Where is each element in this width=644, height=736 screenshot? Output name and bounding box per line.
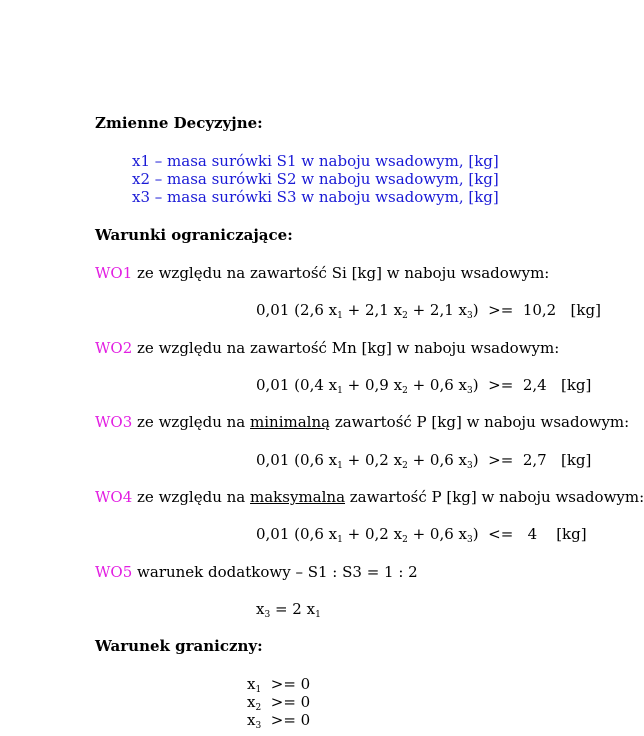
- wo2-rel: >=: [488, 376, 514, 394]
- wo3-coef: 0,01: [256, 451, 290, 469]
- wo3-text-pre: ze względu na: [132, 413, 251, 431]
- wo3-unit: [kg]: [560, 451, 592, 469]
- wo1-unit: [kg]: [570, 301, 601, 319]
- wo4-rel: <=: [488, 525, 514, 543]
- wo2-a3: 0,6: [429, 376, 454, 394]
- constraint-wo1-equation: 0,01 (2,6 $x_1 + 2,1$ $x_2 + 2,1$ $x_3) >= 10,2$ [kg]: [256, 301, 601, 321]
- constraint-wo2-id: WO2: [95, 339, 133, 357]
- wo1-a1: 2,6: [300, 301, 324, 319]
- wo4-text-pre: ze względu na: [132, 488, 251, 506]
- wo4-a2: 0,2: [364, 525, 389, 543]
- wo4-rhs: 4: [527, 525, 538, 543]
- wo3-text-underlined: minimalną: [250, 413, 331, 431]
- wo5-rhs-sub: 1: [315, 610, 321, 620]
- bound-var: x: [247, 711, 256, 729]
- wo3-a3: 0,6: [429, 451, 454, 469]
- wo1-a2: 2,1: [364, 301, 389, 319]
- decision-var-x2: x2 – masa surówki S2 w naboju wsadowym, [kg]: [132, 170, 499, 188]
- bound-var: x: [247, 693, 256, 711]
- constraint-wo3-equation: 0,01 (0,6 $x_1 + 0,2$ $x_2 + 0,6$ $x_3) >= 2,7$ [kg]: [256, 451, 592, 471]
- constraint-wo2-equation: 0,01 (0,4 $x_1 + 0,9$ $x_2 + 0,6$ $x_3) >= 2,4$ [kg]: [256, 376, 592, 396]
- wo3-a1: 0,6: [300, 451, 324, 469]
- constraint-wo5-id: WO5: [95, 563, 133, 581]
- wo2-rhs: 2,4: [522, 376, 547, 394]
- wo3-text-post: zawartość P [kg] w naboju wsadowym:: [330, 413, 630, 431]
- constraint-wo5-equation: [256, 600, 321, 618]
- constraint-wo2-description: [95, 339, 559, 357]
- constraints-heading: Warunki ograniczające:: [95, 226, 293, 244]
- constraint-wo5-description: [95, 563, 418, 581]
- wo2-unit: [kg]: [560, 376, 592, 394]
- wo4-a1: 0,6: [300, 525, 324, 543]
- wo3-rel: >=: [488, 451, 514, 469]
- constraint-wo1-id: WO1: [95, 264, 133, 282]
- decision-var-x3: x3 – masa surówki S3 w naboju wsadowym, [kg]: [132, 188, 499, 206]
- bound-row-x2: [247, 693, 310, 711]
- wo1-coef: 0,01: [256, 301, 290, 319]
- wo4-coef: 0,01: [256, 525, 290, 543]
- wo5-rhs-var: x: [306, 600, 316, 618]
- bounds-heading: Warunek graniczny:: [95, 637, 263, 655]
- constraint-wo2-text: ze względu na zawartość Mn [kg] w naboju wsadowym:: [132, 339, 560, 357]
- constraint-wo4-equation: 0,01 (0,6 $x_1 + 0,2$ $x_2 + 0,6$ $x_3$) <= 4 [kg]: [256, 525, 587, 545]
- bound-rel: >= 0: [270, 675, 311, 693]
- wo1-a3: 2,1: [429, 301, 454, 319]
- wo5-lhs-var: x: [256, 600, 265, 618]
- constraint-wo4-description: [95, 488, 644, 506]
- bound-row-x3: [247, 711, 310, 729]
- wo4-unit: [kg]: [556, 525, 587, 543]
- constraint-wo3-id: WO3: [95, 413, 133, 431]
- bound-var: x: [247, 675, 256, 693]
- bound-rel: >= 0: [270, 693, 311, 711]
- wo2-a1: 0,4: [300, 376, 324, 394]
- wo4-text-underlined: maksymalna: [250, 488, 346, 506]
- wo1-rel: >=: [488, 301, 514, 319]
- constraint-wo3-description: [95, 413, 629, 431]
- constraint-wo4-id: WO4: [95, 488, 133, 506]
- bound-rel: >= 0: [270, 711, 311, 729]
- bound-row-x1: [247, 675, 310, 693]
- wo2-a2: 0,9: [364, 376, 389, 394]
- constraint-wo5-text: warunek dodatkowy – S1 : S3 = 1 : 2: [132, 563, 418, 581]
- bound-sub: 3: [255, 721, 262, 731]
- decision-var-x1: x1 – masa surówki S1 w naboju wsadowym, [kg]: [132, 152, 499, 170]
- wo5-eq: = 2: [270, 600, 307, 618]
- wo4-a3: 0,6: [429, 525, 454, 543]
- bound-sub: 2: [255, 703, 262, 713]
- wo5-lhs-sub: 3: [264, 610, 271, 620]
- constraint-wo1-text: ze względu na zawartość Si [kg] w naboju wsadowym:: [132, 264, 550, 282]
- wo2-coef: 0,01: [256, 376, 290, 394]
- wo3-a2: 0,2: [364, 451, 389, 469]
- wo1-rhs: 10,2: [522, 301, 557, 319]
- wo3-rhs: 2,7: [522, 451, 547, 469]
- wo4-text-post: zawartość P [kg] w naboju wsadowym:: [345, 488, 644, 506]
- constraint-wo1-description: [95, 264, 549, 282]
- bound-sub: 1: [255, 685, 262, 695]
- decision-vars-heading: Zmienne Decyzyjne:: [95, 114, 263, 132]
